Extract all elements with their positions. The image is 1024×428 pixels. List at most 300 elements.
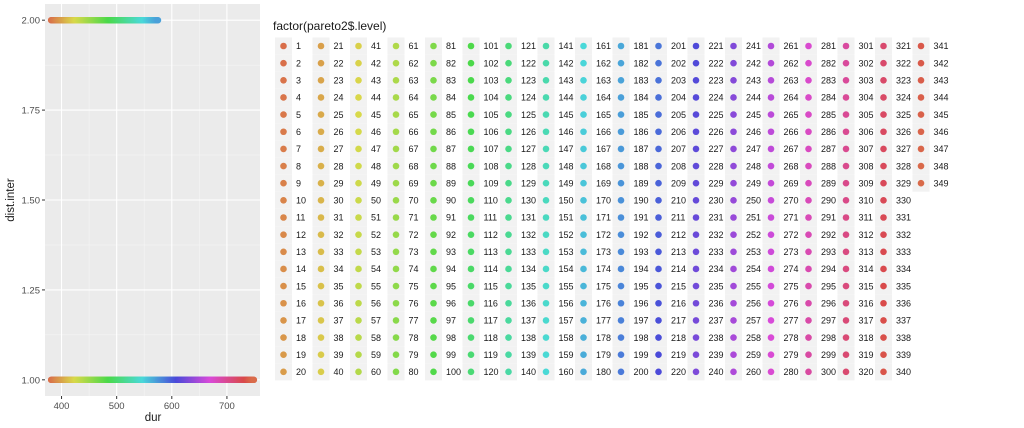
legend-key-point — [580, 146, 587, 153]
legend-key-point — [355, 369, 362, 376]
legend-label: 59 — [371, 349, 382, 360]
legend-label: 48 — [371, 161, 382, 172]
legend-label: 228 — [708, 161, 724, 172]
legend-label: 142 — [558, 58, 574, 69]
legend-key-point — [693, 231, 700, 238]
legend-label: 193 — [633, 247, 649, 257]
legend-key-point — [730, 249, 737, 256]
legend-key-point — [543, 351, 550, 358]
legend-label: 131 — [521, 212, 537, 223]
legend-label: 301 — [858, 41, 874, 52]
legend-key-point — [318, 146, 325, 153]
legend-key-point — [543, 163, 550, 170]
legend-key-point — [355, 214, 362, 221]
legend-key-point — [730, 334, 737, 341]
legend-key-point — [918, 60, 925, 67]
legend-key-point — [505, 128, 512, 135]
legend-label: 51 — [371, 212, 382, 223]
legend-label: 68 — [408, 161, 419, 172]
legend-key-point — [430, 231, 437, 238]
legend-key-point — [318, 249, 325, 256]
legend-label: 180 — [596, 367, 612, 378]
legend-label: 188 — [633, 161, 649, 172]
legend-label: 347 — [933, 144, 949, 155]
legend-label: 121 — [521, 41, 537, 52]
x-tick-label: 400 — [53, 401, 70, 412]
legend-label: 73 — [408, 247, 419, 257]
legend-key-point — [730, 300, 737, 307]
legend-label: 190 — [633, 195, 649, 206]
legend-key-point — [843, 334, 850, 341]
legend-key-point — [505, 180, 512, 187]
legend-key-point — [655, 60, 662, 67]
legend-key-point — [768, 283, 775, 290]
legend-label: 192 — [633, 229, 649, 240]
legend-key-point — [618, 180, 625, 187]
legend-label: 17 — [296, 315, 307, 326]
legend-key-point — [918, 77, 925, 84]
legend-label: 34 — [333, 264, 344, 275]
legend-key-point — [805, 351, 812, 358]
legend-key-point — [355, 60, 362, 67]
legend-label: 260 — [746, 367, 762, 378]
legend-key-point — [843, 77, 850, 84]
legend-key-point — [355, 334, 362, 341]
legend-label: 146 — [558, 126, 574, 137]
legend-key-point — [355, 283, 362, 290]
legend-key-point — [768, 43, 775, 50]
legend-key-point — [730, 146, 737, 153]
legend-label: 311 — [858, 212, 873, 223]
legend-label: 152 — [558, 229, 574, 240]
legend-key-point — [618, 266, 625, 273]
legend-label: 261 — [783, 41, 799, 52]
legend-label: 65 — [408, 109, 419, 120]
legend-key-point — [768, 249, 775, 256]
legend-key-point — [393, 351, 400, 358]
legend-key-point — [768, 128, 775, 135]
legend-label: 158 — [558, 332, 574, 343]
legend-key-point — [843, 317, 850, 324]
legend-key-point — [768, 334, 775, 341]
legend-label: 262 — [783, 58, 799, 69]
legend-label: 183 — [633, 75, 649, 86]
legend-key-point — [730, 197, 737, 204]
legend-key-point — [805, 77, 812, 84]
legend-label: 348 — [933, 161, 949, 172]
x-tick-label: 600 — [163, 401, 180, 412]
legend-label: 163 — [596, 75, 612, 86]
legend-key-point — [693, 214, 700, 221]
legend-key-point — [843, 197, 850, 204]
legend-label: 200 — [633, 367, 649, 378]
legend-label: 252 — [746, 229, 762, 240]
legend-label: 276 — [783, 298, 799, 309]
legend-label: 319 — [858, 349, 874, 360]
legend-key-point — [543, 249, 550, 256]
legend-key-point — [468, 111, 475, 118]
legend-key-point — [768, 146, 775, 153]
legend-key-point — [393, 77, 400, 84]
legend-label: 95 — [446, 281, 457, 292]
legend-key-point — [430, 317, 437, 324]
legend-key-point — [580, 334, 587, 341]
legend-key-point — [730, 266, 737, 273]
legend-label: 287 — [821, 144, 837, 155]
legend-label: 6 — [296, 126, 302, 137]
legend-key-point — [318, 231, 325, 238]
legend-label: 182 — [633, 58, 649, 69]
legend-label: 84 — [446, 92, 457, 103]
legend-key-point — [693, 317, 700, 324]
legend-key-point — [843, 300, 850, 307]
legend-key-point — [655, 43, 662, 50]
data-point — [251, 377, 257, 383]
legend-label: 33 — [333, 247, 344, 257]
legend-label: 133 — [521, 247, 537, 257]
legend-key-point — [655, 351, 662, 358]
y-axis — [22, 16, 46, 387]
legend-label: 206 — [671, 126, 687, 137]
legend-label: 37 — [333, 315, 344, 326]
legend-label: 268 — [783, 161, 799, 172]
legend-label: 258 — [746, 332, 762, 343]
legend-key-point — [280, 43, 287, 50]
legend-key-point — [655, 77, 662, 84]
legend-key-point — [393, 317, 400, 324]
legend-label: 221 — [708, 41, 724, 52]
legend-label: 246 — [746, 126, 762, 137]
legend-key-point — [693, 266, 700, 273]
legend-key-point — [355, 128, 362, 135]
legend-label: 22 — [333, 58, 344, 69]
legend-label: 41 — [371, 41, 382, 52]
legend-key-point — [730, 163, 737, 170]
legend-label: 297 — [821, 315, 837, 326]
legend-key-point — [505, 266, 512, 273]
legend-label: 259 — [746, 349, 762, 360]
legend-label: 98 — [446, 332, 457, 343]
legend-key-point — [618, 334, 625, 341]
legend-label: 175 — [596, 281, 612, 292]
legend-label: 156 — [558, 298, 574, 309]
legend-key-point — [843, 43, 850, 50]
legend-key-point — [280, 317, 287, 324]
legend-key-point — [805, 334, 812, 341]
legend-key-point — [318, 300, 325, 307]
legend-label: 173 — [596, 247, 612, 257]
legend-key-point — [355, 231, 362, 238]
legend-label: 145 — [558, 109, 574, 120]
legend-key-point — [393, 283, 400, 290]
legend-label: 170 — [596, 195, 612, 206]
legend-label: 109 — [483, 178, 499, 189]
legend-key-point — [505, 300, 512, 307]
legend-label: 1 — [296, 41, 302, 52]
legend-key-point — [730, 214, 737, 221]
legend-label: 329 — [896, 178, 912, 189]
legend-key-point — [280, 300, 287, 307]
legend-label: 283 — [821, 75, 837, 86]
legend-key-point — [580, 214, 587, 221]
legend-label: 291 — [821, 212, 837, 223]
legend-label: 143 — [558, 75, 574, 86]
legend-label: 160 — [558, 367, 574, 378]
legend-label: 320 — [858, 367, 874, 378]
x-axis — [54, 396, 235, 412]
legend-label: 313 — [858, 247, 874, 257]
legend-label: 284 — [821, 92, 837, 103]
legend-key-point — [318, 369, 325, 376]
legend-label: 305 — [858, 109, 874, 120]
legend-label: 321 — [896, 41, 912, 52]
legend-key-point — [505, 317, 512, 324]
legend-label: 325 — [896, 109, 912, 120]
legend-key-point — [580, 43, 587, 50]
legend-label: 56 — [371, 298, 382, 309]
legend-key-point — [430, 249, 437, 256]
legend-key-point — [880, 163, 887, 170]
legend-key-point — [430, 334, 437, 341]
legend-key-point — [318, 180, 325, 187]
legend-key-point — [393, 197, 400, 204]
legend-key-point — [880, 214, 887, 221]
legend-label: 85 — [446, 109, 457, 120]
legend-label: 2 — [296, 58, 302, 69]
legend-label: 211 — [671, 212, 686, 223]
legend-label: 239 — [708, 349, 724, 360]
legend-key-point — [655, 231, 662, 238]
legend-label: 232 — [708, 229, 724, 240]
legend-label: 324 — [896, 92, 912, 103]
legend-label: 108 — [483, 161, 499, 172]
legend-key-point — [468, 283, 475, 290]
legend-key-point — [693, 111, 700, 118]
legend-key-point — [468, 128, 475, 135]
legend-key-point — [393, 266, 400, 273]
legend-label: 72 — [408, 229, 419, 240]
legend-label: 97 — [446, 315, 457, 326]
legend-label: 40 — [333, 367, 344, 378]
legend-label: 115 — [483, 281, 498, 292]
legend-label: 279 — [783, 349, 799, 360]
legend-key-point — [768, 60, 775, 67]
legend-label: 80 — [408, 367, 419, 378]
legend-key-point — [880, 249, 887, 256]
legend-key-point — [843, 283, 850, 290]
y-tick-label: 1.00 — [21, 375, 40, 387]
legend-label: 15 — [296, 281, 307, 292]
legend-key-point — [280, 231, 287, 238]
legend-key-point — [618, 60, 625, 67]
legend-label: 166 — [596, 126, 612, 137]
legend-label: 184 — [633, 92, 649, 103]
legend-label: 230 — [708, 195, 724, 206]
legend-key-point — [843, 180, 850, 187]
legend-key-point — [505, 94, 512, 101]
legend-key-point — [580, 77, 587, 84]
legend-label: 337 — [896, 315, 912, 326]
legend-label: 234 — [708, 264, 724, 275]
legend-key-point — [393, 369, 400, 376]
legend-label: 78 — [408, 332, 419, 343]
legend-label: 296 — [821, 298, 837, 309]
legend-key-point — [280, 266, 287, 273]
legend-label: 238 — [708, 332, 724, 343]
legend-key-point — [693, 283, 700, 290]
legend-label: 81 — [446, 41, 457, 52]
legend-label: 224 — [708, 92, 724, 103]
legend-key-point — [505, 351, 512, 358]
legend-label: 16 — [296, 298, 307, 309]
legend-key-point — [880, 351, 887, 358]
y-tick-label: 1.50 — [21, 195, 40, 207]
legend-label: 306 — [858, 126, 874, 137]
legend-key-point — [280, 351, 287, 358]
legend-key-point — [280, 369, 287, 376]
legend-label: 118 — [483, 332, 498, 343]
legend-label: 50 — [371, 195, 382, 206]
legend-key-point — [880, 43, 887, 50]
legend-key-point — [768, 300, 775, 307]
legend-key-point — [618, 94, 625, 101]
legend-label: 302 — [858, 58, 874, 69]
legend-label: 256 — [746, 298, 762, 309]
legend-label: 335 — [896, 281, 912, 292]
legend-label: 314 — [858, 264, 874, 275]
legend-key-point — [468, 94, 475, 101]
legend-key-point — [768, 94, 775, 101]
legend-label: 181 — [633, 41, 649, 52]
legend-label: 102 — [483, 58, 499, 69]
legend-label: 23 — [333, 75, 344, 86]
legend-label: 147 — [558, 144, 574, 155]
legend-label: 199 — [633, 349, 649, 360]
legend-key-point — [393, 231, 400, 238]
legend-label: 36 — [333, 298, 344, 309]
legend-label: 249 — [746, 178, 762, 189]
legend-label: 186 — [633, 126, 649, 137]
legend-key-point — [918, 146, 925, 153]
legend-key-point — [843, 163, 850, 170]
legend-key-point — [430, 128, 437, 135]
legend-key-point — [693, 77, 700, 84]
legend-label: 263 — [783, 75, 799, 86]
legend-label: 240 — [708, 367, 724, 378]
legend-key-point — [355, 163, 362, 170]
legend-key-point — [655, 369, 662, 376]
legend-label: 327 — [896, 144, 912, 155]
legend-key-point — [768, 180, 775, 187]
legend-label: 271 — [783, 212, 799, 223]
legend-label: 274 — [783, 264, 799, 275]
legend-key-point — [805, 214, 812, 221]
legend-label: 316 — [858, 298, 874, 309]
legend-label: 187 — [633, 144, 649, 155]
legend-key-point — [655, 249, 662, 256]
legend-label: 83 — [446, 75, 457, 86]
legend-key-point — [843, 351, 850, 358]
legend-key-point — [580, 163, 587, 170]
legend-key-point — [843, 111, 850, 118]
legend-key-point — [805, 317, 812, 324]
legend-key-point — [618, 214, 625, 221]
legend-key-point — [543, 369, 550, 376]
legend-label: 99 — [446, 349, 457, 360]
legend-key-point — [430, 214, 437, 221]
legend-label: 104 — [483, 92, 499, 103]
legend-key-point — [730, 351, 737, 358]
legend-key-point — [355, 77, 362, 84]
legend-key-point — [393, 128, 400, 135]
legend-key-point — [805, 300, 812, 307]
legend-label: 92 — [446, 229, 457, 240]
legend-key-point — [805, 60, 812, 67]
legend-label: 194 — [633, 264, 649, 275]
legend-label: 122 — [521, 58, 537, 69]
legend-label: 310 — [858, 195, 874, 206]
legend-key-point — [618, 111, 625, 118]
legend-label: 254 — [746, 264, 762, 275]
legend-label: 165 — [596, 109, 612, 120]
legend-key-point — [768, 77, 775, 84]
legend-label: 223 — [708, 75, 724, 86]
legend-label: 241 — [746, 41, 762, 52]
legend-label: 38 — [333, 332, 344, 343]
legend-label: 119 — [483, 349, 498, 360]
legend-label: 167 — [596, 144, 612, 155]
legend-key-point — [693, 249, 700, 256]
legend-key-point — [693, 43, 700, 50]
legend-key-point — [618, 283, 625, 290]
legend-key-point — [280, 163, 287, 170]
legend-key-point — [393, 180, 400, 187]
legend-label: 280 — [783, 367, 799, 378]
legend-key-point — [805, 249, 812, 256]
legend-key-point — [618, 146, 625, 153]
legend-label: 288 — [821, 161, 837, 172]
legend-key-point — [730, 77, 737, 84]
legend-label: 251 — [746, 212, 762, 223]
legend-key-point — [730, 43, 737, 50]
legend-key-point — [355, 43, 362, 50]
legend-key-point — [393, 111, 400, 118]
legend-key-point — [618, 249, 625, 256]
legend-label: 236 — [708, 298, 724, 309]
legend-label: 140 — [521, 367, 537, 378]
legend-key-point — [580, 351, 587, 358]
legend-key-point — [580, 317, 587, 324]
legend-label: 289 — [821, 178, 837, 189]
legend-key-point — [543, 300, 550, 307]
legend-key-point — [880, 369, 887, 376]
legend-label: 124 — [521, 92, 537, 103]
legend-key-point — [880, 266, 887, 273]
legend-key-point — [880, 334, 887, 341]
legend-key-point — [618, 128, 625, 135]
legend-key-point — [880, 300, 887, 307]
legend-label: 293 — [821, 247, 837, 257]
legend-label: 96 — [446, 298, 457, 309]
legend-label: 267 — [783, 144, 799, 155]
legend-label: 47 — [371, 144, 382, 155]
legend-label: 270 — [783, 195, 799, 206]
legend-label: 153 — [558, 247, 574, 257]
legend-label: 281 — [821, 41, 837, 52]
legend-label: 58 — [371, 332, 382, 343]
legend-label: 107 — [483, 144, 499, 155]
legend-label: 4 — [296, 92, 302, 103]
